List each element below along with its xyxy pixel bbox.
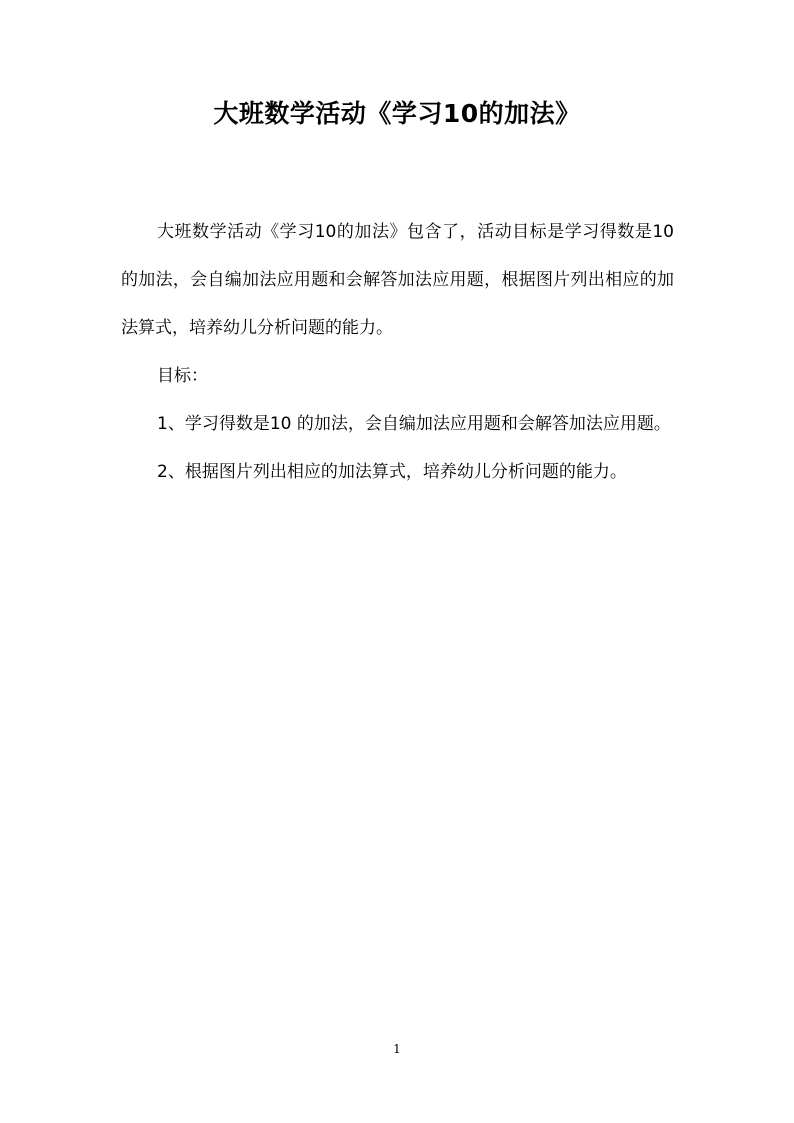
goal-item-2: 2、根据图片列出相应的加法算式，培养幼儿分析问题的能力。 [157,462,627,482]
document-title: 大班数学活动《学习10的加法》 [213,99,581,128]
goal-item-1: 1、学习得数是10 的加法，会自编加法应用题和会解答加法应用题。 [157,414,671,434]
page-number: 1 [393,1042,401,1056]
intro-paragraph: 大班数学活动《学习10的加法》包含了，活动目标是学习得数是10 的加法，会自编加法应用题和会解答加法应用题，根据图片列出相应的加法算式，培养幼儿分析问题的能力。 [121,222,674,338]
goals-heading: 目标： [157,366,208,386]
document-body [121,208,674,496]
